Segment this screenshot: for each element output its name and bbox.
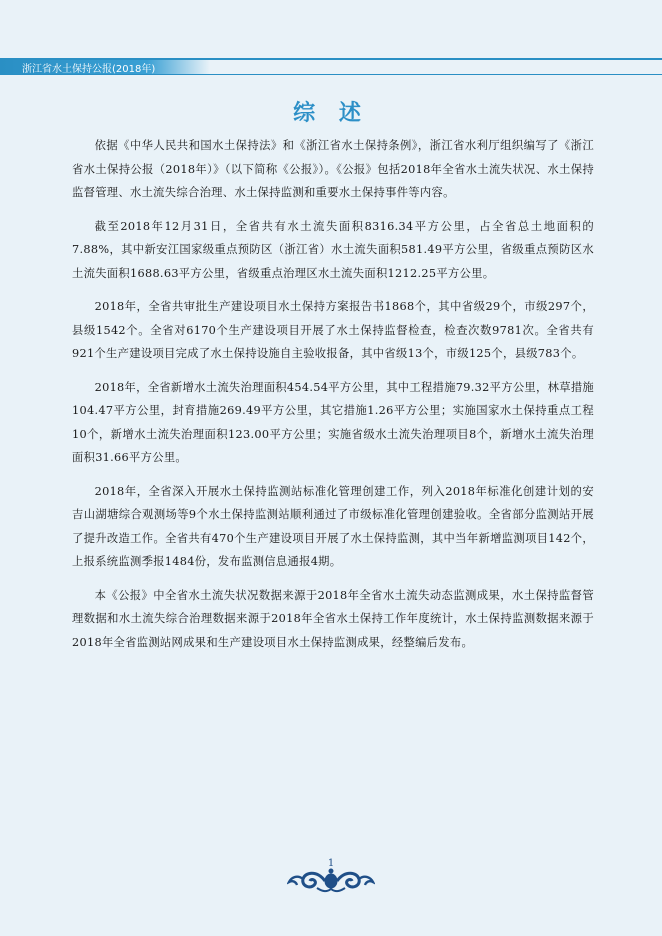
page-title: 综 述 (293, 101, 369, 126)
paragraph-monitoring: 2018年，全省深入开展水土保持监测站标准化管理创建工作，列入2018年标准化创建计划的安吉山湖塘综合观测场等9个水土保持监测站顺利通过了市级标准化管理创建验收。全省部分监测站开展了提升改造工作。全省共有470个生产建设项目开展了水土保持监测，其中当年新增监测项目142个，上报系统监测季报1484份，发布监测信息通报4期。 (72, 484, 594, 568)
paragraph-data-sources: 本《公报》中全省水土流失状况数据来源于2018年全省水土流失动态监测成果，水土保持监督管理数据和水土流失综合治理数据来源于2018年全省水土保持工作年度统计，水土保持监测数据来源于2018年全省监测站网成果和生产建设项目水土保持监测成果，经整编后发布。 (72, 588, 594, 649)
paragraph-supervision: 2018年，全省共审批生产建设项目水土保持方案报告书1868个，其中省级29个，市级297个，县级1542个。全省对6170个生产建设项目开展了水土保持监督检查，检查次数9781次。全省共有921个生产建设项目完成了水土保持设施自主验收报备，其中省级13个，市级125个，县级783个。 (72, 300, 594, 360)
paragraph-erosion-status: 截至2018年12月31日，全省共有水土流失面积8316.34平方公里，占全省总土地面积的7.88%，其中新安江国家级重点预防区（浙江省）水土流失面积581.49平方公里，省级重点预防区水土流失面积1688.63平方公里，省级重点治理区水土流失面积1212.25平方公里。 (72, 219, 594, 280)
paragraph-intro: 依据《中华人民共和国水土保持法》和《浙江省水土保持条例》，浙江省水利厅组织编写了《浙江省水土保持公报（2018年）》（以下简称《公报》）。《公报》包括2018年全省水土流失状况、水土保持监督管理、水土流失综合治理、水土保持监测和重要水土保持事件等内容。 (72, 139, 594, 199)
header-rule-bottom (0, 74, 662, 75)
running-header-title: 浙江省水土保持公报(2018年) (22, 63, 156, 75)
scroll-ornament-icon (287, 862, 375, 894)
paragraph-treatment: 2018年，全省新增水土流失治理面积454.54平方公里，其中工程措施79.32平方公里，林草措施104.47平方公里，封育措施269.49平方公里，其它措施1.26平方公里；实施国家水土保持重点工程10个，新增水土流失治理面积123.00平方公里；实施省级水土流失治理项目8个，新增水土流失治理面积31.66平方公里。 (72, 380, 595, 464)
page-number: 1 (327, 858, 335, 869)
body-text (72, 134, 594, 664)
running-header (0, 60, 210, 74)
